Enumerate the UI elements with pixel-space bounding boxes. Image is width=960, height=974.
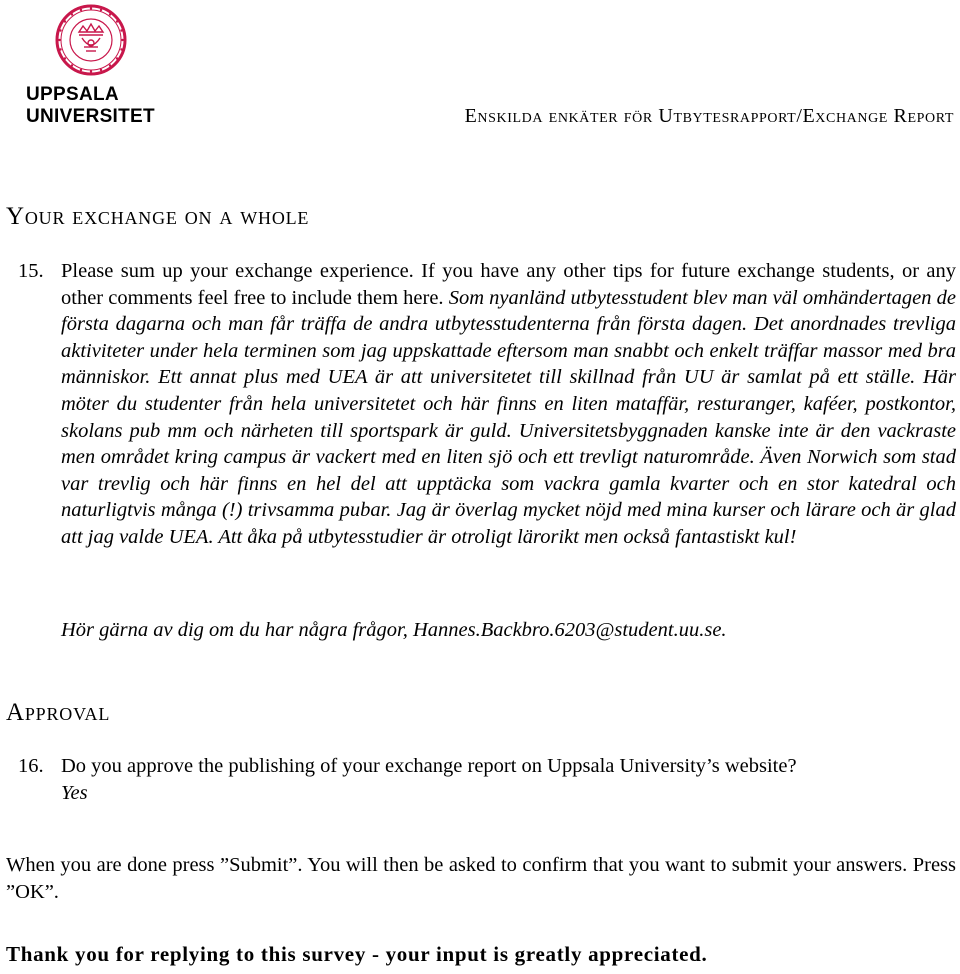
question-text: Please sum up your exchange experience. If you have any other tips for future exchange students, or any other comments feel free to include them here. <box>61 260 956 309</box>
section-title-approval: Approval <box>6 699 111 726</box>
university-seal-icon <box>55 4 127 76</box>
answer-text: Yes <box>61 781 88 804</box>
question-number: 16. <box>18 755 44 777</box>
university-wordmark <box>26 84 166 128</box>
thank-you-message: Thank you for replying to this survey - your input is greatly appreciated. <box>6 942 708 966</box>
answer-text: Som nyanländ utbytesstudent blev man väl omhändertagen de första dagarna och man får träffa de andra utbytesstudenterna från första dagen. Det anordnades trevliga aktiviteter under hela terminen som jag uppskattade eftersom man snabbt och enkelt träffar massor med bra människor. Ett annat plus med UEA är att universitetet till skillnad från UU är samlat på ett ställe. Här möter du studenter från hela universitetet och här finns en liten mataffär, resturanger, kaféer, postkontor, skolans pub mm och närheten till sportspark är guld. Universitetsbyggnaden kanske inte är den vackraste men området kring campus är vackert med en liten sjö och ett trevligt naturområde. Även Norwich som stad var trevlig och här finns en hel del att upptäcka som vackra gamla kvarter och en stor katedral och naturligtvis många (!) trivsamma pubar. Jag är överlag mycket nöjd med mina kurser och lärare och är glad att jag valde UEA. Att åka på utbytesstudier är otroligt lärorikt men också fantastiskt kul! <box>61 286 956 548</box>
submit-instructions: When you are done press ”Submit”. You will then be asked to confirm that you want to submit your answers. Press ”OK”. <box>6 854 956 903</box>
university-logo <box>26 4 166 128</box>
section-title-exchange: Your exchange on a whole <box>6 203 310 230</box>
question-text: Do you approve the publishing of your exchange report on Uppsala University’s website? <box>61 755 797 777</box>
question-number: 15. <box>18 260 44 282</box>
wordmark-line-2: UNIVERSITET <box>26 106 155 127</box>
question-body <box>61 753 956 806</box>
question-body <box>61 258 956 551</box>
contact-line: Hör gärna av dig om du har några frågor, Hannes.Backbro.6203@student.uu.se. <box>61 619 727 641</box>
wordmark-line-1: UPPSALA <box>26 84 119 105</box>
report-header-title: Enskilda enkäter för Utbytesrapport/Exchange Report <box>464 105 954 127</box>
